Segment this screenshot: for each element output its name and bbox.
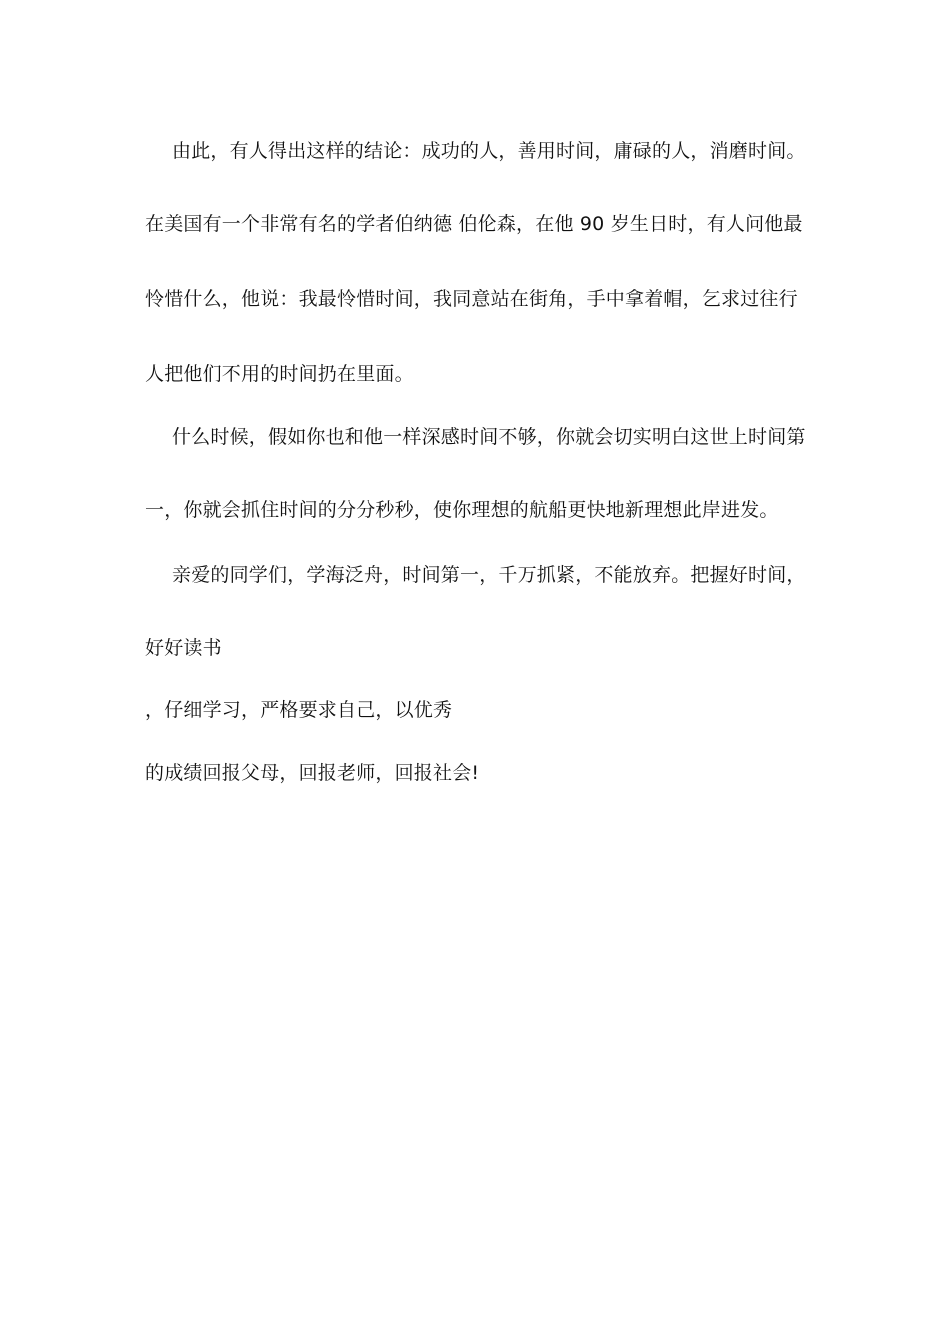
paragraph-line: 怜惜什么，他说：我最怜惜时间，我同意站在街角，手中拿着帽，乞求过往行 bbox=[145, 288, 798, 310]
paragraph-line: 的成绩回报父母，回报老师，回报社会! bbox=[145, 762, 480, 784]
paragraph-line: 好好读书 bbox=[145, 637, 222, 659]
paragraph-line: 由此，有人得出这样的结论：成功的人，善用时间，庸碌的人，消磨时间。 bbox=[172, 140, 806, 162]
paragraph-line: 亲爱的同学们，学海泛舟，时间第一，千万抓紧，不能放弃。把握好时间， bbox=[172, 564, 806, 586]
paragraph-line: 在美国有一个非常有名的学者伯纳德 伯伦森，在他 90 岁生日时，有人问他最 bbox=[145, 213, 803, 235]
paragraph-line: 一，你就会抓住时间的分分秒秒，使你理想的航船更快地新理想此岸进发。 bbox=[145, 499, 779, 521]
paragraph-line: 什么时候，假如你也和他一样深感时间不够，你就会切实明白这世上时间第 bbox=[172, 426, 806, 448]
paragraph-line: ，仔细学习，严格要求自己，以优秀 bbox=[145, 699, 453, 721]
paragraph-line: 人把他们不用的时间扔在里面。 bbox=[145, 363, 414, 385]
